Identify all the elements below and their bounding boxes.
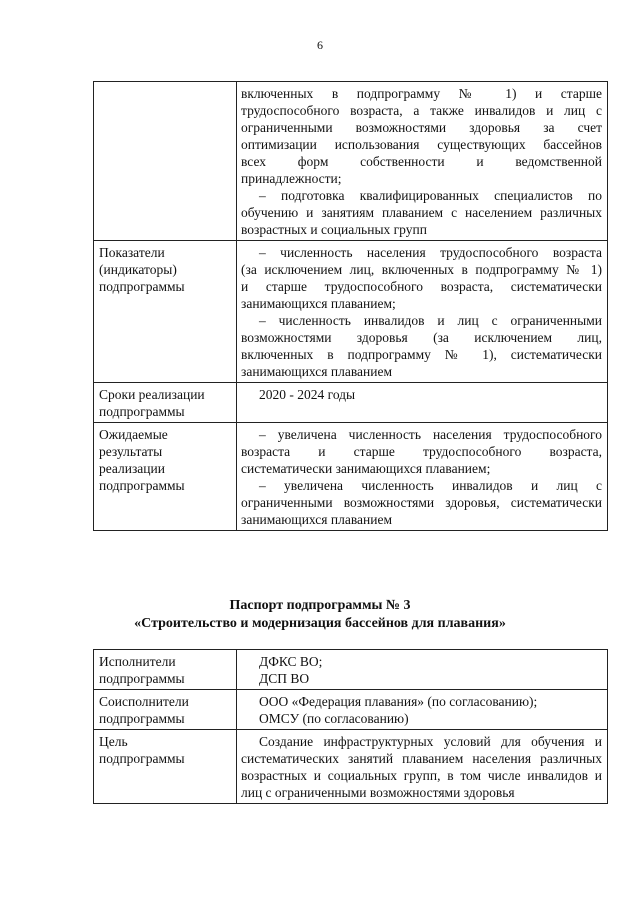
row-content-cell — [237, 423, 608, 531]
row-content-line: включенных в подпрограмму № 1) и старше — [241, 86, 602, 101]
row-content-line: (за исключением лиц, включенных в подпрограмму № 1) — [241, 262, 602, 277]
row-content-line: ОМСУ (по согласованию) — [259, 711, 409, 726]
row-content-line: занимающихся плаванием — [241, 512, 392, 527]
row-content-cell — [237, 241, 608, 383]
row-label-line: Показатели — [99, 245, 165, 260]
table-row — [94, 730, 608, 804]
subprogram-passport-table-continued — [93, 81, 608, 531]
row-content-line: возрастных и социальных групп — [241, 222, 427, 237]
row-content-line: ограниченными возможностями здоровья, систематически — [241, 495, 602, 510]
table-row — [94, 650, 608, 690]
row-label-cell — [94, 690, 237, 730]
row-label-line: результаты — [99, 444, 163, 459]
row-label-cell — [94, 241, 237, 383]
row-content-line: возможностями здоровья (за исключением лиц, — [241, 330, 602, 345]
row-content-line: систематических занятий плаванием населения различных — [241, 751, 602, 766]
table-row — [94, 82, 608, 241]
row-content-line: – увеличена численность инвалидов и лиц с — [259, 478, 602, 493]
page-number: 6 — [317, 38, 323, 52]
row-label-line: подпрограммы — [99, 711, 185, 726]
row-content-cell — [237, 730, 608, 804]
row-label-line: Цель — [99, 734, 128, 749]
subprogram-3-passport-table — [93, 649, 608, 804]
table-row — [94, 690, 608, 730]
table-row — [94, 423, 608, 531]
row-label-line: Соисполнители — [99, 694, 189, 709]
row-label-cell — [94, 730, 237, 804]
row-content-line: ДФКС ВО; — [259, 654, 323, 669]
section-title-line-2: «Строительство и модернизация бассейнов для плавания» — [134, 616, 506, 631]
row-content-line: ограниченными возможностями здоровья за счет — [241, 120, 602, 135]
row-content-cell — [237, 383, 608, 423]
row-content-line: занимающихся плаванием; — [241, 296, 396, 311]
row-label-cell — [94, 423, 237, 531]
row-content-line: ДСП ВО — [259, 671, 310, 686]
table-row — [94, 383, 608, 423]
row-label-line: подпрограммы — [99, 478, 185, 493]
section-title-line-1: Паспорт подпрограммы № 3 — [229, 598, 411, 613]
row-content-line: трудоспособного возраста, а также инвалидов и лиц с — [241, 103, 602, 118]
row-content-line: занимающихся плаванием — [241, 364, 392, 379]
row-content-line: возраста и старше трудоспособного возраста, — [241, 444, 602, 459]
row-content-line: – подготовка квалифицированных специалистов по — [259, 188, 602, 203]
row-label-cell — [94, 383, 237, 423]
row-label-line: Сроки реализации — [99, 387, 205, 402]
row-content-line: и старше трудоспособного возраста, систематически — [241, 279, 602, 294]
row-content-line: Создание инфраструктурных условий для обучения и — [259, 734, 602, 749]
row-content-cell — [237, 650, 608, 690]
row-content-line: лиц с ограниченными возможностями здоровья — [241, 785, 515, 800]
row-content-line: оптимизации использования существующих бассейнов — [241, 137, 602, 152]
row-label-line: Исполнители — [99, 654, 176, 669]
table-row — [94, 241, 608, 383]
row-content-line: всех форм собственности и ведомственной — [241, 154, 602, 169]
row-label-line: подпрограммы — [99, 671, 185, 686]
row-content-line: 2020 - 2024 годы — [259, 387, 356, 402]
row-label-line: реализации — [99, 461, 165, 476]
row-label-line: Ожидаемые — [99, 427, 168, 442]
row-label-line: подпрограммы — [99, 404, 185, 419]
row-content-line: – увеличена численность населения трудоспособного — [259, 427, 602, 442]
row-label-line: подпрограммы — [99, 279, 185, 294]
row-label-cell — [94, 82, 237, 241]
row-content-line: обучению и занятиям плаванием с населением различных — [241, 205, 602, 220]
row-content-cell — [237, 690, 608, 730]
row-content-line: включенных в подпрограмму № 1), систематически — [241, 347, 602, 362]
row-label-cell — [94, 650, 237, 690]
row-content-line: систематически занимающихся плаванием; — [241, 461, 491, 476]
row-content-line: – численность инвалидов и лиц с ограниченными — [259, 313, 602, 328]
row-content-line: возрастных и социальных групп, в том числе инвалидов и — [241, 768, 602, 783]
row-content-line: принадлежности; — [241, 171, 342, 186]
row-label-line: подпрограммы — [99, 751, 185, 766]
row-content-line: ООО «Федерация плавания» (по согласованию); — [259, 694, 538, 709]
row-content-line: – численность населения трудоспособного возраста — [259, 245, 602, 260]
row-label-line: (индикаторы) — [99, 262, 177, 277]
row-content-cell — [237, 82, 608, 241]
